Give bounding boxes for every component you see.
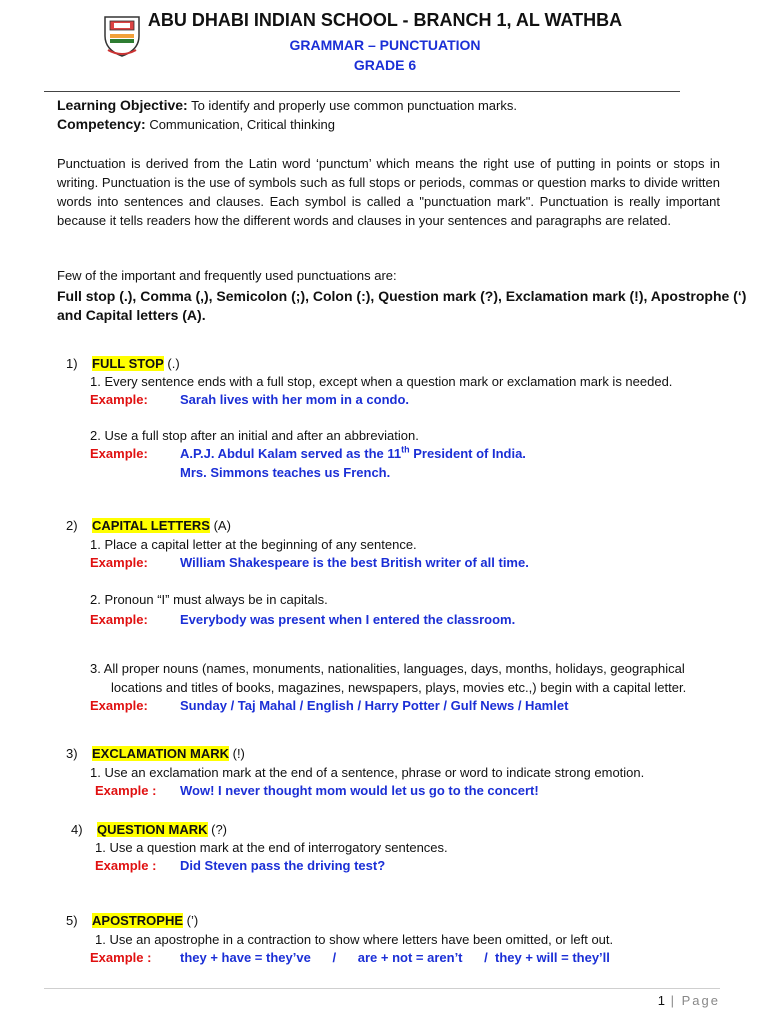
- capital-example-2: Everybody was present when I entered the classroom.: [180, 612, 516, 627]
- punctuation-list-line2: and Capital letters (A).: [57, 307, 206, 323]
- section-title: EXCLAMATION MARK: [92, 746, 229, 761]
- capital-example-3: Sunday / Taj Mahal / English / Harry Potter / Gulf News / Hamlet: [180, 698, 569, 713]
- section-number: 3): [66, 746, 78, 761]
- example-label: Example:: [90, 446, 148, 461]
- capital-rule-3-cont: locations and titles of books, magazines, newspapers, plays, movies etc.,) begin with a capital letter.: [111, 680, 687, 695]
- subject-title: GRAMMAR – PUNCTUATION: [289, 37, 481, 53]
- question-example-1: Did Steven pass the driving test?: [180, 858, 386, 873]
- section-exclamation-heading: [66, 746, 245, 761]
- exclamation-rule-1: 1. Use an exclamation mark at the end of a sentence, phrase or word to indicate strong emotion.: [90, 765, 645, 780]
- example-label: Example:: [90, 698, 148, 713]
- section-capital-letters-heading: [66, 518, 231, 533]
- section-full-stop-heading: [66, 356, 180, 371]
- full-stop-example-2: [180, 446, 526, 461]
- punctuation-list-line1: Full stop (.), Comma (,), Semicolon (;), Colon (:), Question mark (?), Exclamation mark (!), Apostrophe (‘): [57, 288, 747, 304]
- example-label: Example :: [95, 858, 157, 873]
- learning-objective: [57, 97, 517, 113]
- full-stop-rule-2: 2. Use a full stop after an initial and after an abbreviation.: [90, 428, 419, 443]
- capital-rule-2: 2. Pronoun “I” must always be in capitals.: [90, 592, 328, 607]
- section-title: APOSTROPHE: [92, 913, 184, 928]
- apostrophe-rule-1: 1. Use an apostrophe in a contraction to show where letters have been omitted, or left out.: [95, 932, 614, 947]
- few-important-line: Few of the important and frequently used punctuations are:: [57, 268, 397, 283]
- ordinal-suffix: th: [401, 444, 410, 455]
- section-number: 1): [66, 356, 78, 371]
- example-label: Example:: [90, 392, 148, 407]
- example-label: Example:: [90, 555, 148, 570]
- intro-paragraph: Punctuation is derived from the Latin word ‘punctum’ which means the right use of putting in points or stops in writing. Punctuation is the use of symbols such as full stops or periods, commas or question marks to divide written words into sentences and clauses. Each symbol is called a "punctuation mark". Punctuation is really important because it tells readers how the different words and clauses in your sentences and paragraphs are related.: [57, 156, 720, 228]
- page-number: 1: [657, 993, 666, 1008]
- section-symbol: (’): [183, 913, 199, 928]
- page-label: Page: [681, 993, 720, 1008]
- example-label: Example:: [90, 612, 148, 627]
- section-title: QUESTION MARK: [97, 822, 208, 837]
- example-label: Example :: [90, 950, 152, 965]
- full-stop-rule-1: 1. Every sentence ends with a full stop, except when a question mark or exclamation mark is needed.: [90, 374, 673, 389]
- page-separator: |: [665, 993, 682, 1008]
- competency-label: Competency:: [57, 116, 146, 132]
- example-text: A.P.J. Abdul Kalam served as the 11: [180, 446, 402, 461]
- footer-divider: [44, 988, 720, 989]
- competency: [57, 116, 335, 132]
- capital-example-1: William Shakespeare is the best British writer of all time.: [180, 555, 529, 570]
- section-title: CAPITAL LETTERS: [92, 518, 210, 533]
- section-title: FULL STOP: [92, 356, 164, 371]
- grade-title: GRADE 6: [353, 57, 417, 73]
- objective-label: Learning Objective:: [57, 97, 188, 113]
- section-number: 2): [66, 518, 78, 533]
- section-symbol: (.): [163, 356, 180, 371]
- page-footer: [658, 993, 720, 1008]
- capital-rule-1: 1. Place a capital letter at the beginning of any sentence.: [90, 537, 417, 552]
- example-text: President of India.: [409, 446, 526, 461]
- section-number: 5): [66, 913, 78, 928]
- section-symbol: (!): [229, 746, 245, 761]
- section-question-heading: [71, 822, 227, 837]
- section-apostrophe-heading: [66, 913, 198, 928]
- full-stop-example-3: Mrs. Simmons teaches us French.: [180, 465, 391, 480]
- competency-text: Communication, Critical thinking: [149, 117, 335, 132]
- section-number: 4): [71, 822, 83, 837]
- section-symbol: (?): [207, 822, 228, 837]
- apostrophe-example-1: they + have = they’ve / are + not = aren’t / they + will = they’ll: [180, 950, 610, 965]
- capital-rule-3: 3. All proper nouns (names, monuments, nationalities, languages, days, months, holidays, geographical: [90, 661, 685, 676]
- exclamation-example-1: Wow! I never thought mom would let us go to the concert!: [180, 783, 539, 798]
- example-label: Example :: [95, 783, 157, 798]
- question-rule-1: 1. Use a question mark at the end of interrogatory sentences.: [95, 840, 448, 855]
- header-divider: [44, 91, 680, 92]
- section-symbol: (A): [209, 518, 231, 533]
- school-name: ABU DHABI INDIAN SCHOOL - BRANCH 1, AL WATHBA: [147, 10, 623, 30]
- full-stop-example-1: Sarah lives with her mom in a condo.: [180, 392, 409, 407]
- objective-text: To identify and properly use common punctuation marks.: [191, 98, 517, 113]
